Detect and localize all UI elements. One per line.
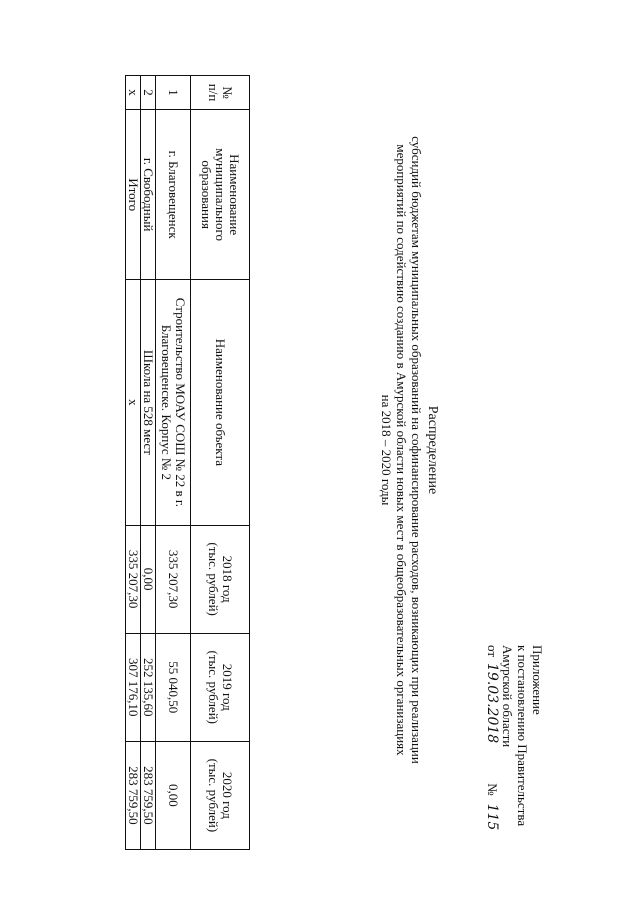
header-2018-unit: (тыс. рублей) — [206, 542, 221, 616]
number-label: № — [485, 783, 500, 796]
header-object: Наименование объекта — [191, 280, 250, 525]
cell-object: Строительство МОАУ СОШ № 22 в г. Благовещенске. Корпус № 2 — [156, 280, 191, 525]
date-prefix: от — [485, 645, 500, 658]
title-line-2: мероприятий по содействию созданию в Амурской области новых мест в общеобразовательных организациях — [394, 144, 409, 756]
cell-num: 2 — [141, 76, 156, 110]
header-municipality: Наименование муниципального образования — [191, 110, 250, 280]
appendix-line-1: Приложение — [530, 645, 545, 715]
header-2020-unit: (тыс. рублей) — [206, 758, 221, 833]
cell-municipality: г. Благовещенск — [156, 110, 191, 280]
header-num: № п/п — [191, 76, 250, 110]
cell-2020: 0,00 — [156, 741, 191, 849]
cell-2018: 0,00 — [141, 525, 156, 633]
total-2019: 307 176,10 — [126, 633, 141, 741]
header-2020-year: 2020 год — [220, 771, 235, 819]
cell-2020: 283 759,50 — [141, 741, 156, 849]
appendix-date-number-line — [484, 645, 500, 830]
cell-2019: 55 040,50 — [156, 633, 191, 741]
cell-2019: 252 135,60 — [141, 633, 156, 741]
appendix-line-3: Амурской области — [500, 645, 515, 748]
header-2020 — [191, 741, 250, 849]
table-header-row — [191, 76, 250, 850]
handwritten-number: 115 — [484, 803, 500, 831]
header-2019-year: 2019 год — [220, 663, 235, 711]
header-2018-year: 2018 год — [220, 555, 235, 603]
total-label: Итого — [126, 110, 141, 280]
table-total-row — [126, 76, 141, 850]
header-2018 — [191, 525, 250, 633]
title-main: Распределение — [425, 405, 440, 495]
total-2018: 335 207,30 — [126, 525, 141, 633]
table-row — [156, 76, 191, 850]
cell-object: Школа на 528 мест — [141, 280, 156, 525]
header-2019 — [191, 633, 250, 741]
cell-municipality: г. Свободный — [141, 110, 156, 280]
appendix-line-2: к постановлению Правительства — [515, 645, 530, 827]
handwritten-date: 19.03.2018 — [484, 663, 500, 744]
header-2019-unit: (тыс. рублей) — [206, 650, 221, 724]
total-2020: 283 759,50 — [126, 741, 141, 849]
cell-num: 1 — [156, 76, 191, 110]
table-row — [141, 76, 156, 850]
appendix-header — [484, 645, 545, 830]
subsidy-table — [125, 75, 250, 850]
title-line-1: субсидий бюджетам муниципальных образований на софинансирование расходов, возникающих при реализации — [409, 136, 424, 764]
total-num: x — [126, 76, 141, 110]
cell-2018: 335 207,30 — [156, 525, 191, 633]
title-line-3: на 2018 – 2020 годы — [379, 394, 394, 506]
total-object: x — [126, 280, 141, 525]
document-title — [379, 80, 440, 820]
